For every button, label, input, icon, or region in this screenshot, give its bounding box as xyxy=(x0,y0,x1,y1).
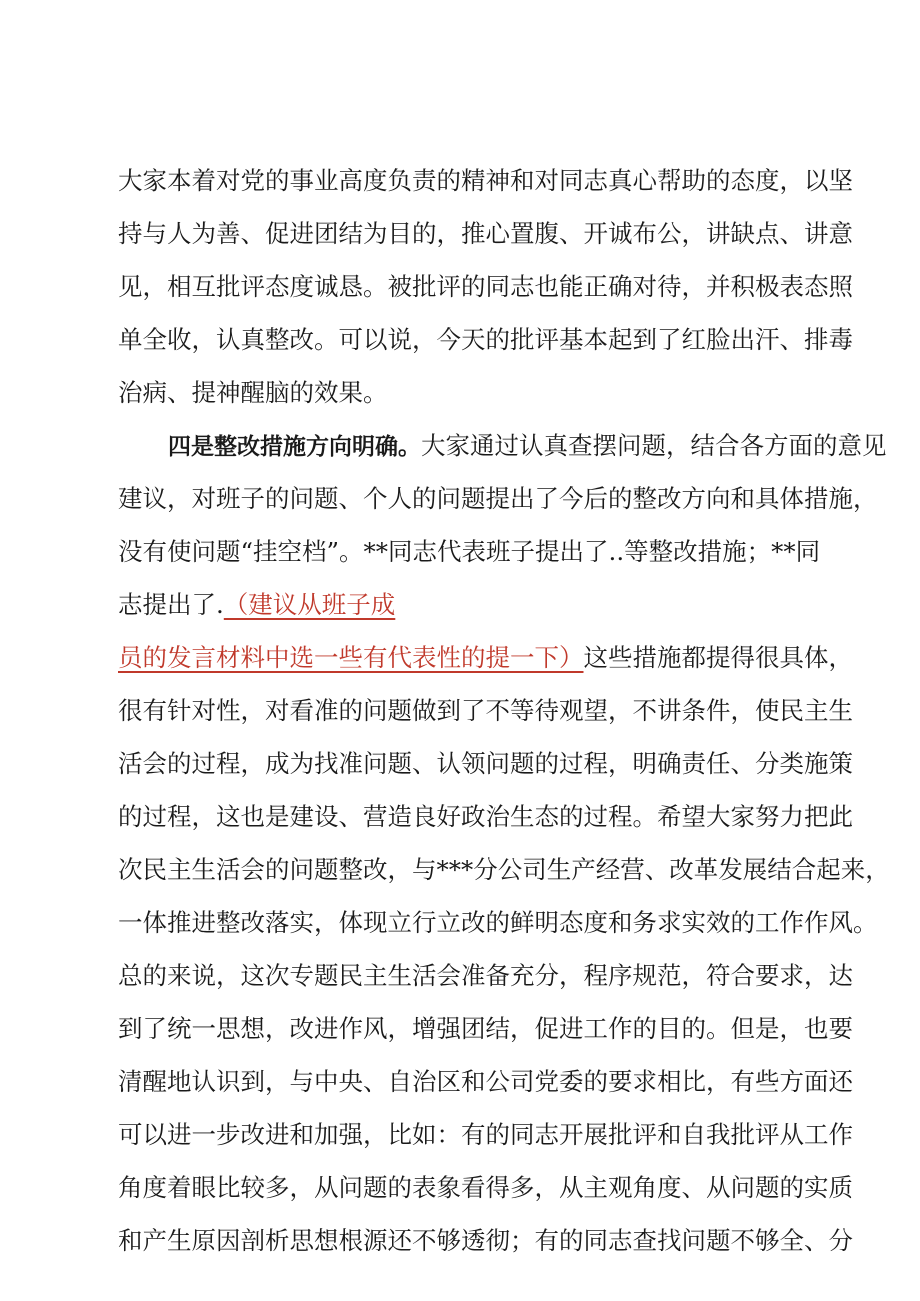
paragraph-2-text: 志提出了. xyxy=(118,590,224,619)
document-body xyxy=(118,154,890,1267)
paragraph-2-line: 活会的过程，成为找准问题、认领问题的过程，明确责任、分类施策 xyxy=(118,749,853,778)
paragraph-2-first-line xyxy=(118,419,887,472)
paragraph-3-line: 总的来说，这次专题民主生活会准备充分，程序规范，符合要求，达 xyxy=(118,961,853,990)
editor-note: （建议从班子成 xyxy=(223,590,396,619)
paragraph-1-line: 大家本着对党的事业高度负责的精神和对同志真心帮助的态度，以坚 xyxy=(118,166,853,195)
paragraph-3-line: 到了统一思想，改进作风，增强团结，促进工作的目的。但是，也要 xyxy=(118,1014,853,1043)
editor-note: 员的发言材料中选一些有代表性的提一下） xyxy=(118,643,584,672)
section-heading: 四是整改措施方向明确。 xyxy=(168,434,421,460)
paragraph-2-line: 很有针对性，对看准的问题做到了不等待观望，不讲条件，使民主生 xyxy=(118,696,853,725)
paragraph-2-line: 一体推进整改落实，体现立行立改的鲜明态度和务求实效的工作作风。 xyxy=(118,908,878,937)
paragraph-2-line xyxy=(118,578,830,631)
paragraph-3-line: 清醒地认识到，与中央、自治区和公司党委的要求相比，有些方面还 xyxy=(118,1067,853,1096)
paragraph-2-line xyxy=(118,631,853,684)
paragraph-2-line: 的过程，这也是建设、营造良好政治生态的过程。希望大家努力把此 xyxy=(118,802,853,831)
paragraph-2-line: 没有使问题“挂空档”。**同志代表班子提出了..等整改措施；**同 xyxy=(118,537,821,566)
paragraph-1-line: 治病、提神醒脑的效果。 xyxy=(118,378,388,407)
paragraph-2-text: 这些措施都提得很具体， xyxy=(583,643,853,672)
paragraph-2-line: 建议，对班子的问题、个人的问题提出了今后的整改方向和具体措施， xyxy=(118,484,878,513)
paragraph-3-line: 和产生原因剖析思想根源还不够透彻；有的同志查找问题不够全、分 xyxy=(118,1226,853,1255)
paragraph-1-line: 见，相互批评态度诚恳。被批评的同志也能正确对待，并积极表态照 xyxy=(118,272,853,301)
paragraph-3-line: 可以进一步改进和加强，比如：有的同志开展批评和自我批评从工作 xyxy=(118,1120,853,1149)
paragraph-1-line: 持与人为善、促进团结为目的，推心置腹、开诚布公，讲缺点、讲意 xyxy=(118,219,853,248)
paragraph-2-text: 大家通过认真查摆问题，结合各方面的意见 xyxy=(421,431,887,460)
paragraph-2-line: 次民主生活会的问题整改，与***分公司生产经营、改革发展结合起来， xyxy=(118,855,890,884)
paragraph-3-line: 角度着眼比较多，从问题的表象看得多，从主观角度、从问题的实质 xyxy=(118,1173,853,1202)
paragraph-1-line: 单全收，认真整改。可以说，今天的批评基本起到了红脸出汗、排毒 xyxy=(118,325,853,354)
